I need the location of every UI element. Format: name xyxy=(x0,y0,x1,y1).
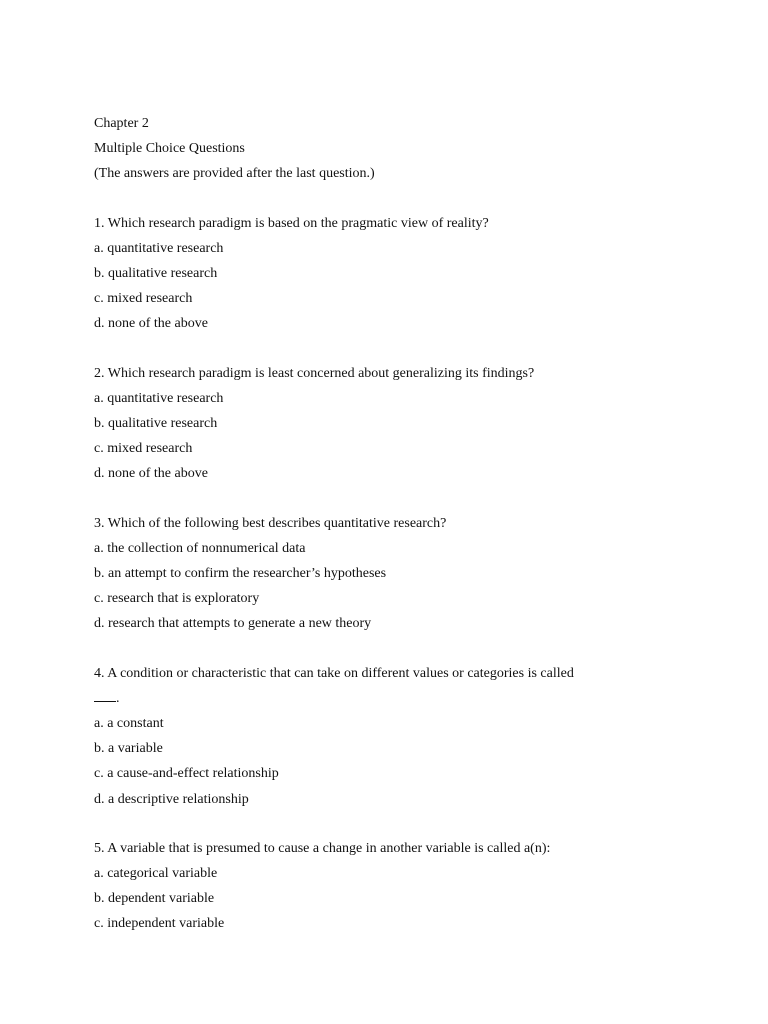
answer-option: c. mixed research xyxy=(94,291,193,307)
answer-option: a. quantitative research xyxy=(94,240,224,256)
answer-option: c. a cause-and-effect relationship xyxy=(94,766,279,782)
question-4 xyxy=(94,661,694,812)
answer-option: d. a descriptive relationship xyxy=(94,791,249,807)
question-stem-continuation xyxy=(94,686,694,711)
question-5 xyxy=(94,836,694,937)
stem-period: . xyxy=(116,690,120,706)
question-stem: 4. A condition or characteristic that can take on different values or categories is called xyxy=(94,665,574,681)
answer-option: c. research that is exploratory xyxy=(94,591,260,607)
answers-note: (The answers are provided after the last question.) xyxy=(94,166,375,182)
question-stem: 2. Which research paradigm is least concerned about generalizing its findings? xyxy=(94,365,535,381)
answer-option: b. qualitative research xyxy=(94,266,218,282)
answer-option: a. categorical variable xyxy=(94,866,218,882)
answer-option: d. research that attempts to generate a new theory xyxy=(94,616,372,632)
answer-option: c. mixed research xyxy=(94,441,193,457)
answer-option: a. the collection of nonnumerical data xyxy=(94,540,306,556)
question-1 xyxy=(94,211,694,337)
document-header xyxy=(94,111,694,187)
question-2 xyxy=(94,361,694,487)
chapter-title: Chapter 2 xyxy=(94,116,149,131)
answer-option: b. qualitative research xyxy=(94,416,218,432)
answer-option: c. independent variable xyxy=(94,916,225,932)
answer-option: b. a variable xyxy=(94,741,163,757)
answer-option: b. an attempt to confirm the researcher’s hypotheses xyxy=(94,566,387,582)
fill-in-blank xyxy=(94,687,116,702)
question-stem: 3. Which of the following best describes quantitative research? xyxy=(94,515,447,531)
answer-option: d. none of the above xyxy=(94,466,208,482)
question-3 xyxy=(94,511,694,637)
answer-option: b. dependent variable xyxy=(94,891,215,907)
answer-option: d. none of the above xyxy=(94,316,208,332)
question-stem: 1. Which research paradigm is based on the pragmatic view of reality? xyxy=(94,215,489,231)
question-stem: 5. A variable that is presumed to cause a change in another variable is called a(n): xyxy=(94,840,551,856)
section-subtitle: Multiple Choice Questions xyxy=(94,141,245,157)
answer-option: a. quantitative research xyxy=(94,390,224,406)
document-page xyxy=(94,111,694,937)
answer-option: a. a constant xyxy=(94,716,164,732)
